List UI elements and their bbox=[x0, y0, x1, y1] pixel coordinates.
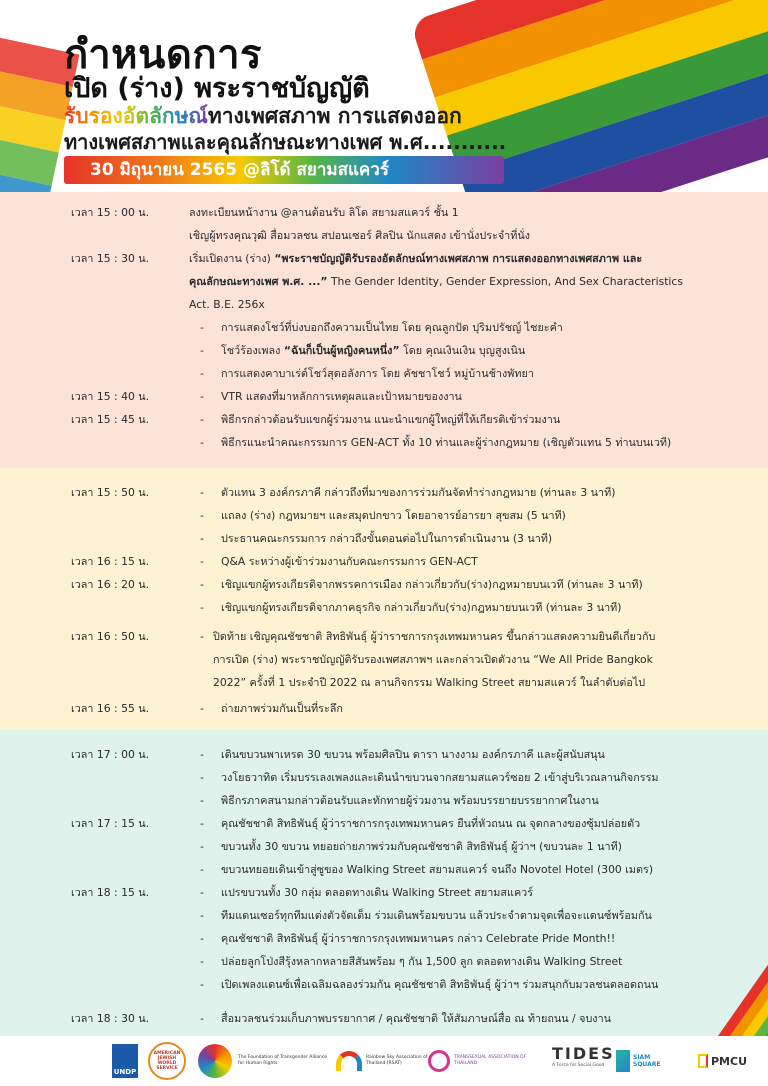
tgf-logo: The Foundation of Transgender Alliance for Human Rights bbox=[198, 1044, 328, 1078]
time-label: เวลา 15 : 00 น. bbox=[71, 206, 150, 219]
schedule-text: VTR แสดงที่มาหลักการเหตุผลและเป้าหมายของงาน bbox=[221, 390, 462, 403]
poster-title: กำหนดการ bbox=[64, 32, 263, 78]
bullet-dash: - bbox=[200, 748, 204, 761]
schedule-text: ประธานคณะกรรมการ กล่าวถึงขั้นตอนต่อไปในการดำเนินงาน (3 นาที) bbox=[221, 532, 553, 545]
schedule-text: พิธีกรแนะนำคณะกรรมการ GEN-ACT ทั้ง 10 ท่านและผู้ร่างกฎหมาย (เชิญตัวแทน 5 ท่านบนเวที) bbox=[221, 436, 672, 449]
schedule-text: พิธีกรกล่าวต้อนรับแขกผู้ร่วมงาน แนะนำแขกผู้ใหญ่ที่ให้เกียรติเข้าร่วมงาน bbox=[221, 413, 561, 426]
schedule-text: วงโยธวาทิต เริ่มบรรเลงเพลงและเดินนำขบวนจากสยามสแควร์ซอย 2 เข้าสู่บริเวณลานกิจกรรม bbox=[221, 771, 659, 784]
schedule-text: เชิญแขกผู้ทรงเกียรติจากพรรคการเมือง กล่าวเกี่ยวกับ(ร่าง)กฎหมายบนเวที (ท่านละ 3 นาที) bbox=[221, 578, 643, 591]
tides-logo: TIDES A Force for Social Good bbox=[552, 1044, 615, 1068]
bullet-dash: - bbox=[200, 344, 204, 357]
time-label: เวลา 15 : 40 น. bbox=[71, 390, 150, 403]
bullet-dash: - bbox=[200, 630, 204, 643]
schedule-text: เชิญแขกผู้ทรงเกียรติจากภาคธุรกิจ กล่าวเกี่ยวกับ(ร่าง)กฎหมายบนเวที (ท่านละ 3 นาที) bbox=[221, 601, 622, 614]
bullet-dash: - bbox=[200, 840, 204, 853]
tat-logo: TRANSSEXUAL ASSOCIATION OF THAILAND bbox=[428, 1044, 538, 1078]
schedule-text: การแสดงโชว์ที่บ่งบอกถึงความเป็นไทย โดย คุณลูกปัด ปุริมปรัชญ์ ไชยะคำ bbox=[221, 321, 563, 334]
schedule-text: การเปิด (ร่าง) พระราชบัญญัติรับรองเพศสภาพฯ และกล่าวเปิดตัวงาน “We All Pride Bangkok bbox=[213, 653, 653, 666]
bullet-dash: - bbox=[200, 367, 204, 380]
bullet-dash: - bbox=[200, 390, 204, 403]
bullet-dash: - bbox=[200, 413, 204, 426]
schedule-text: Act. B.E. 256x bbox=[189, 298, 265, 311]
schedule-text: การแสดงคาบาเร่ต์โชว์สุดอลังการ โดย คัชชาโชว์ หมู่บ้านช้างพัทยา bbox=[221, 367, 534, 380]
schedule-text: คุณชัชชาติ สิทธิพันธุ์ ผู้ว่าราชการกรุงเทพมหานคร ยืนที่หัวถนน ณ จุดกลางของซุ้มปล่อยตัว bbox=[221, 817, 641, 830]
bullet-dash: - bbox=[200, 702, 204, 715]
time-label: เวลา 15 : 50 น. bbox=[71, 486, 150, 499]
undp-logo: UNDP bbox=[112, 1044, 138, 1078]
schedule-text: สื่อมวลชนร่วมเก็บภาพบรรยากาศ / คุณชัชชาติ ให้สัมภาษณ์สื่อ ณ ท้ายถนน / จบงาน bbox=[221, 1012, 612, 1025]
bullet-dash: - bbox=[200, 955, 204, 968]
bullet-dash: - bbox=[200, 601, 204, 614]
bullet-dash: - bbox=[200, 509, 204, 522]
bullet-dash: - bbox=[200, 771, 204, 784]
schedule-text: เดินขบวนพาเหรด 30 ขบวน พร้อมศิลปิน ดารา นางงาม องค์กรภาคี และผู้สนับสนุน bbox=[221, 748, 605, 761]
time-label: เวลา 17 : 15 น. bbox=[71, 817, 150, 830]
time-label: เวลา 16 : 15 น. bbox=[71, 555, 150, 568]
schedule-text: แปรขบวนทั้ง 30 กลุ่ม ตลอดทางเดิน Walking Street สยามสแควร์ bbox=[221, 886, 534, 899]
bullet-dash: - bbox=[200, 532, 204, 545]
poster-subtitle: เปิด (ร่าง) พระราชบัญญัติ bbox=[64, 73, 370, 104]
schedule-text: ขบวนทยอยเดินเข้าสู่ซูของ Walking Street สยามสแควร์ จนถึง Novotel Hotel (300 เมตร) bbox=[221, 863, 654, 876]
time-label: เวลา 16 : 20 น. bbox=[71, 578, 150, 591]
time-label: เวลา 17 : 00 น. bbox=[71, 748, 150, 761]
siam-square-logo: SIAM SQUARE bbox=[616, 1044, 673, 1078]
schedule-text: เริ่มเปิดงาน (ร่าง) “พระราชบัญญัติรับรองอัตลักษณ์ทางเพศสภาพ การแสดงออกทางเพศสภาพ และ bbox=[189, 252, 643, 265]
gradient-title-text: รับรองอัตลักษณ์ bbox=[64, 104, 208, 128]
schedule-text: เปิดเพลงแดนซ์เพื่อเฉลิมฉลองร่วมกัน คุณชัชชาติ สิทธิพันธุ์ ผู้ว่าฯ ร่วมสนุกกับมวลชนตลอดถนน bbox=[221, 978, 659, 991]
schedule-section-2 bbox=[0, 468, 768, 730]
schedule-text: ตัวแทน 3 องค์กรภาคี กล่าวถึงที่มาของการร่วมกันจัดทำร่างกฎหมาย (ท่านละ 3 นาที) bbox=[221, 486, 616, 499]
ajws-logo: AMERICAN JEWISH WORLD SERVICE bbox=[148, 1044, 186, 1078]
title-line3-rest: ทางเพศสภาพ การแสดงออก bbox=[207, 104, 462, 128]
sponsor-logo-bar bbox=[0, 1036, 768, 1086]
bullet-dash: - bbox=[200, 794, 204, 807]
bullet-dash: - bbox=[200, 978, 204, 991]
bullet-dash: - bbox=[200, 932, 204, 945]
schedule-text: คุณชัชชาติ สิทธิพันธุ์ ผู้ว่าราชการกรุงเทพมหานคร กล่าว Celebrate Pride Month!! bbox=[221, 932, 616, 945]
schedule-text: ลงทะเบียนหน้างาน @ลานต้อนรับ ลิโด สยามสแควร์ ชั้น 1 bbox=[189, 206, 459, 219]
poster-title-line4: ทางเพศสภาพและคุณลักษณะทางเพศ พ.ศ........... bbox=[64, 130, 507, 154]
time-label: เวลา 16 : 55 น. bbox=[71, 702, 150, 715]
bullet-dash: - bbox=[200, 486, 204, 499]
bullet-dash: - bbox=[200, 436, 204, 449]
date-venue-banner: 30 มิถุนายน 2565 @ลิโด้ สยามสแควร์ bbox=[64, 156, 504, 184]
time-label: เวลา 15 : 30 น. bbox=[71, 252, 150, 265]
time-label: เวลา 16 : 50 น. bbox=[71, 630, 150, 643]
bullet-dash: - bbox=[200, 321, 204, 334]
rainbow-corner-decoration bbox=[678, 896, 768, 1036]
schedule-text: ทีมแดนเซอร์ทุกทีมแต่งตัวจัดเต็ม ร่วมเดินพร้อมขบวน แล้วประจำตามจุดเพื่อจะแดนซ์พร้อมกัน bbox=[221, 909, 652, 922]
time-label: เวลา 18 : 15 น. bbox=[71, 886, 150, 899]
schedule-text: เชิญผู้ทรงคุณวุฒิ สื่อมวลชน สปอนเซอร์ ศิลปิน นักแสดง เข้านั่งประจำที่นั่ง bbox=[189, 229, 530, 242]
schedule-text: โชว์ร้องเพลง “ฉันก็เป็นผู้หญิงคนหนึ่ง” โดย คุณเงินเงิน บุญสูงเนิน bbox=[221, 344, 526, 357]
bullet-dash: - bbox=[200, 1012, 204, 1025]
schedule-text: ถ่ายภาพร่วมกันเป็นที่ระลึก bbox=[221, 702, 343, 715]
schedule-text: 2022” ครั้งที่ 1 ประจำปี 2022 ณ ลานกิจกรรม Walking Street สยามสแควร์ ในลำดับต่อไป bbox=[213, 676, 646, 689]
bullet-dash: - bbox=[200, 817, 204, 830]
schedule-text: คุณลักษณะทางเพศ พ.ศ. ...” The Gender Identity, Gender Expression, And Sex Characteristics bbox=[189, 275, 683, 288]
pmcu-logo: PMCU bbox=[698, 1044, 747, 1078]
schedule-text: พิธีกรภาคสนามกล่าวต้อนรับและทักทายผู้ร่วมงาน พร้อมบรรยายบรรยากาศในงาน bbox=[221, 794, 599, 807]
schedule-text: แถลง (ร่าง) กฎหมายฯ และสมุดปกขาว โดยอาจารย์อารยา สุขสม (5 นาที) bbox=[221, 509, 566, 522]
schedule-text: ปิดท้าย เชิญคุณชัชชาติ สิทธิพันธุ์ ผู้ว่าราชการกรุงเทพมหานคร ขึ้นกล่าวแสดงความยินดีเกี่ยวกับ bbox=[213, 630, 656, 643]
bullet-dash: - bbox=[200, 863, 204, 876]
rsat-logo: Rainbow Sky Association of Thailand (RSAT) bbox=[336, 1044, 434, 1078]
time-label: เวลา 18 : 30 น. bbox=[71, 1012, 150, 1025]
bullet-dash: - bbox=[200, 578, 204, 591]
schedule-section-1 bbox=[0, 192, 768, 468]
bullet-dash: - bbox=[200, 886, 204, 899]
schedule-text: ปล่อยลูกโป่งสีรุ้งหลากหลายสีสันพร้อม ๆ กัน 1,500 ลูก ตลอดทางเดิน Walking Street bbox=[221, 955, 623, 968]
schedule-section-3 bbox=[0, 730, 768, 1036]
schedule-text: Q&A ระหว่างผู้เข้าร่วมงานกับคณะกรรมการ GEN-ACT bbox=[221, 555, 478, 568]
bullet-dash: - bbox=[200, 909, 204, 922]
poster-header bbox=[0, 0, 768, 192]
schedule-text: ขบวนทั้ง 30 ขบวน ทยอยถ่ายภาพร่วมกับคุณชัชชาติ สิทธิพันธุ์ ผู้ว่าฯ (ขบวนละ 1 นาที) bbox=[221, 840, 622, 853]
bullet-dash: - bbox=[200, 555, 204, 568]
time-label: เวลา 15 : 45 น. bbox=[71, 413, 150, 426]
